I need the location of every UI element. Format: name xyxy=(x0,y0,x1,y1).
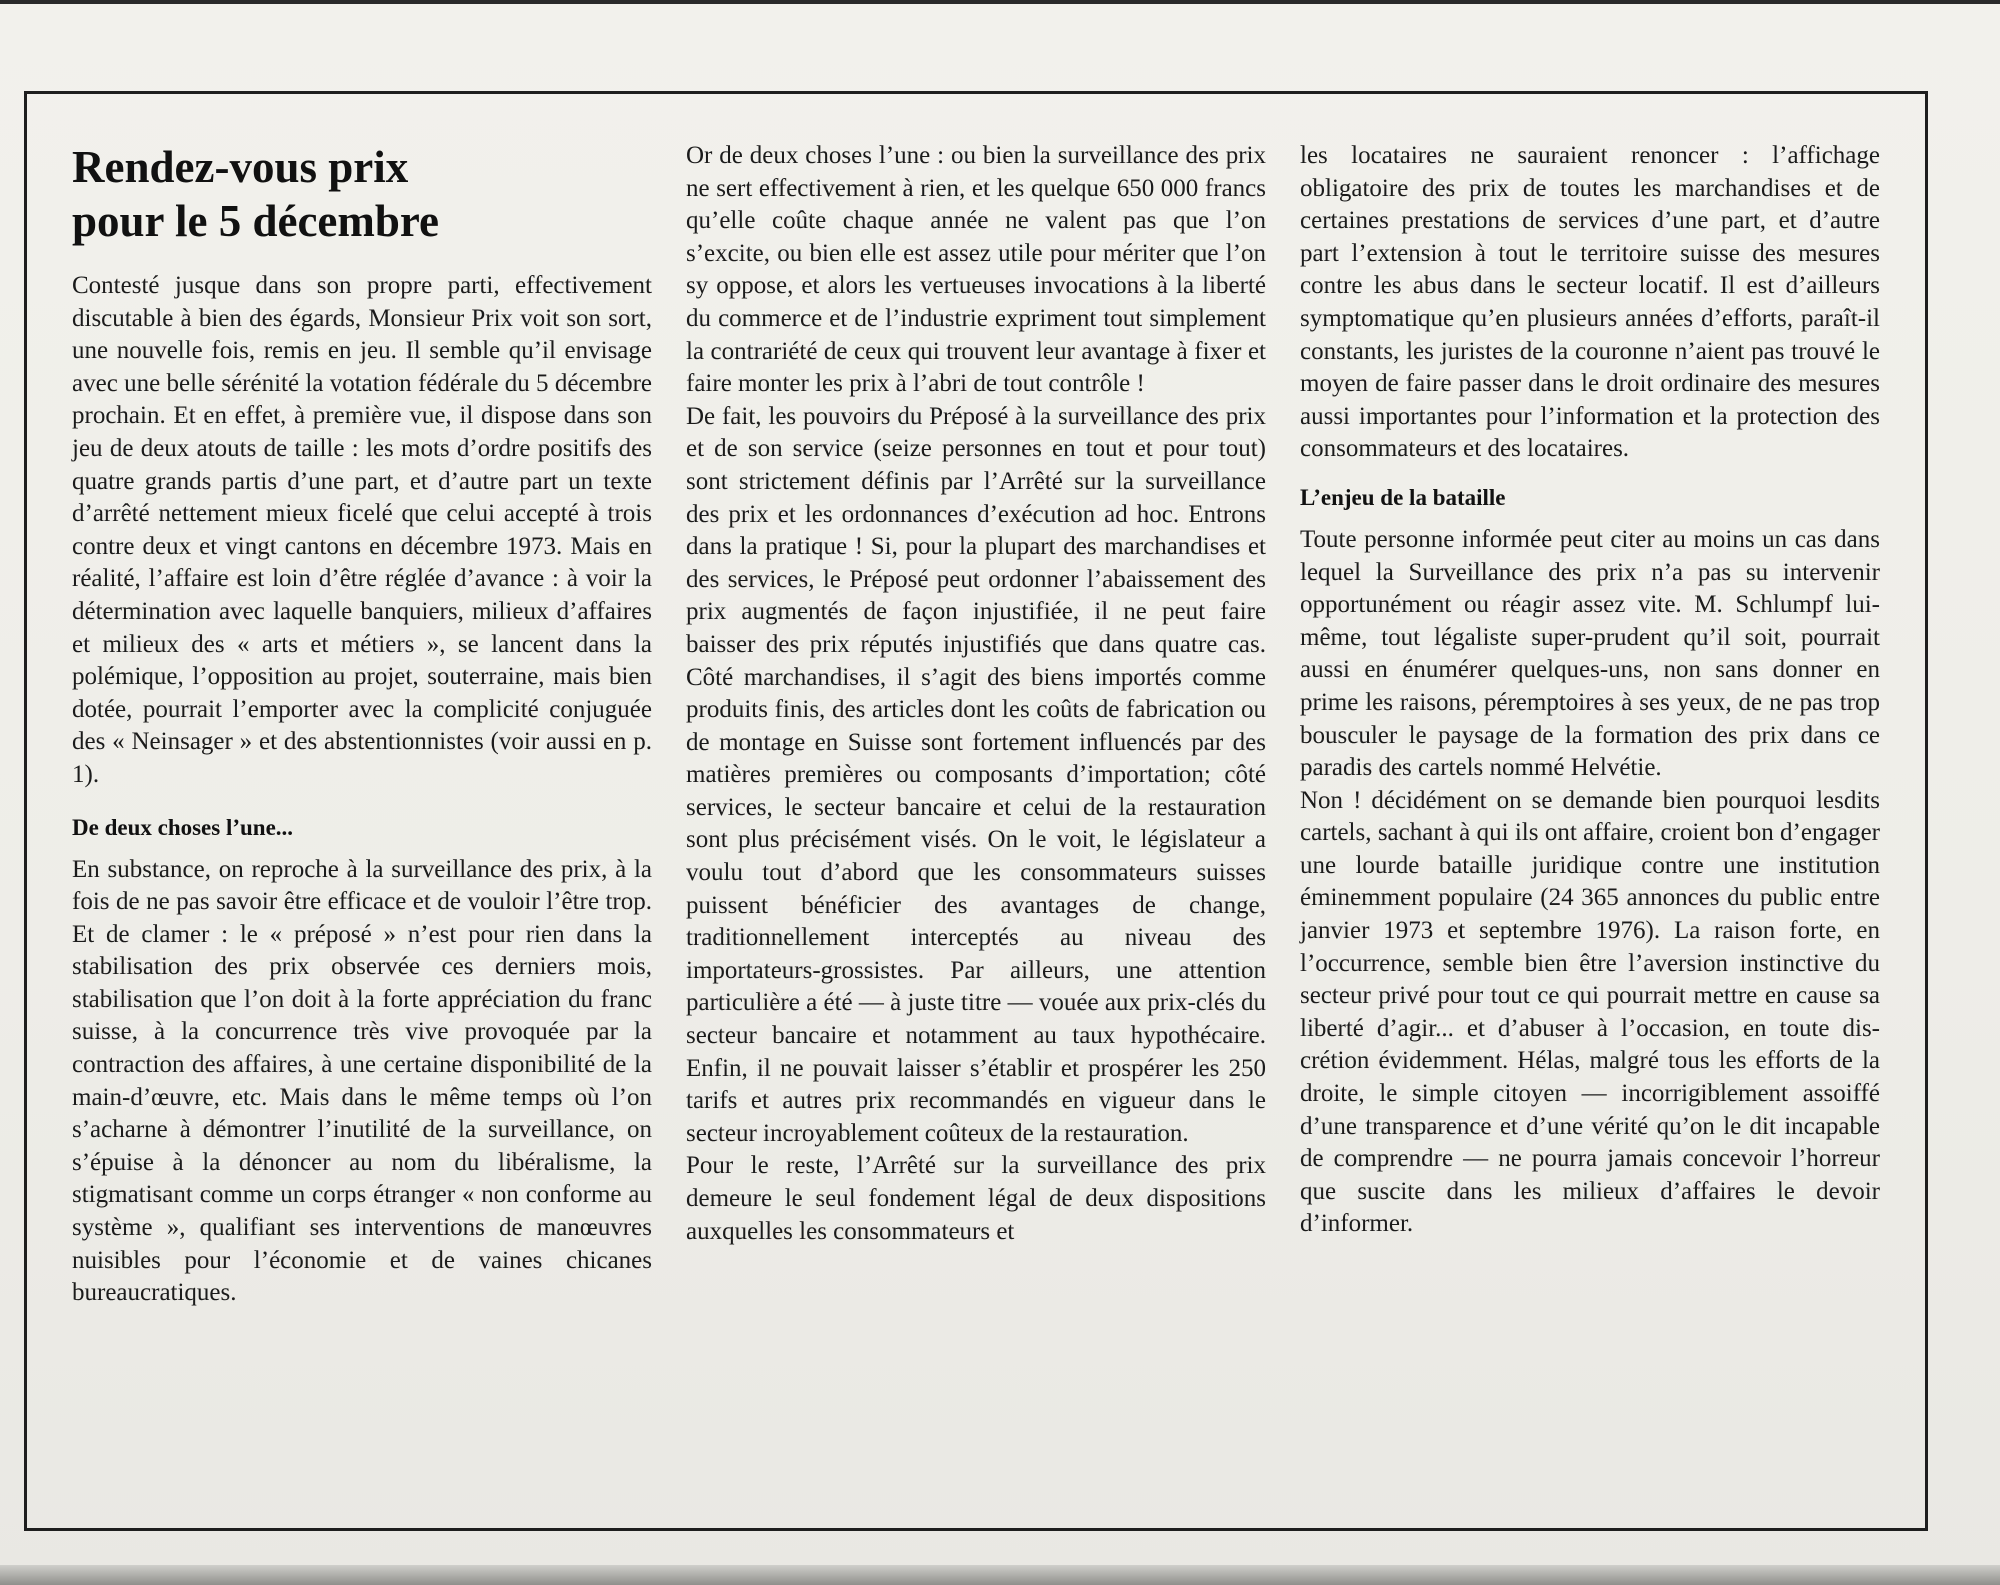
col2-paragraph-2: De fait, les pouvoirs du Préposé à la surveillance des prix et de son service (seize personnes en tout et pour tout) sont strictement définis par l’Arrêté sur la surveillance des prix et les ordonnances d’exécution ad hoc. Entrons dans la pratique ! Si, pour la plupart des marchandises et des services, le Préposé peut ordonner l’abaissement des prix augmentés de façon injustifiée, il ne peut faire baisser des prix réputés injustifiés que dans quatre cas. Côté marchandises, il s’agit des biens importés comme produits finis, des articles dont les coûts de fabrication ou de montage en Suisse sont fortement influencés par des matières premières ou composants d’importation; côté services, le secteur bancaire et celui de la restauration sont plus précisément visés. On le voit, le législateur a voulu tout d’abord que les consommateurs suisses puissent bénéficier des avantages de change, traditionnellement interceptés au niveau des importateurs-grossistes. Par ailleurs, une attention particulière a été — à juste titre — vouée aux prix-clés du secteur bancaire et notamment au taux hypothécaire. Enfin, il ne pouvait laisser s’établir et prospérer les 250 tarifs et autres prix recommandés en vigueur dans le secteur incroyablement coûteux de la restauration. xyxy=(686,402,1266,1147)
col3-paragraph-3: Non ! décidément on se demande bien pourquoi lesdits cartels, sachant à qui ils ont affaire, croient bon d’engager une lourde bataille juridique contre une institution éminemment populaire (24 365 annonces du public entre janvier 1973 et septembre 1976). La raison forte, en l’occurrence, semble bien être l’aversion instinctive du secteur privé pour tout ce qui pourrait mettre en cause sa liberté d’agir... et d’abuser à l’occasion, en toute discrétion évidemment. Hélas, malgré tous les efforts de la droite, le simple citoyen — incorrigiblement assoiffé d’une transparence et d’une vérité qu’on le dit incapable de comprendre — ne pourra jamais concevoir l’horreur que suscite dans les milieux d’affaires le devoir d’informer. xyxy=(1300,786,1880,1238)
article-title-line-2: pour le 5 décembre xyxy=(72,196,440,246)
scan-bottom-edge xyxy=(0,1565,2000,1585)
col2-paragraph-1: Or de deux choses l’une : ou bien la surveillance des prix ne sert effectivement à rien, et les quelque 650 000 francs qu’elle coûte chaque année ne valent pas que l’on s’excite, ou bien elle est assez utile pour mériter que l’on sy oppose, et alors les vertueuses invocations à la liberté du commerce et de l’industrie expriment tout simplement la contrariété de ceux qui trouvent leur avantage à fixer et faire monter les prix à l’abri de tout contrôle ! xyxy=(686,142,1266,398)
article-column-3 xyxy=(1300,140,1880,1241)
col3-paragraph-2: Toute personne informée peut citer au moins un cas dans lequel la Surveillance des prix n’a pas su intervenir opportunément ou réagir assez vite. M. Schlumpf lui-même, tout légaliste super-prudent qu’il soit, pourrait aussi en énumérer quelques-uns, non sans donner en prime les raisons, péremptoires à ses yeux, de ne pas trop bousculer le paysage de la formation des prix dans ce paradis des cartels nommé Helvétie. xyxy=(1300,525,1880,782)
intro-paragraph: Contesté jusque dans son propre parti, effectivement discutable à bien des égards, Monsieur Prix voit son sort, une nouvelle fois, remis en jeu. Il semble qu’il envisage avec une belle sérénité la votation fédérale du 5 décembre prochain. Et en effet, à première vue, il dispose dans son jeu de deux atouts de taille : les mots d’ordre positifs des quatre grands partis d’une part, et d’autre part un texte d’arrêté nettement mieux ficelé que celui accepté à trois contre deux et vingt cantons en décembre 1973. Mais en réalité, l’affaire est loin d’être réglée d’avance : à voir la détermination avec laquelle banquiers, milieux d’affaires et milieux des « arts et métiers », se lancent dans la polémique, l’opposition au projet, souterraine, mais bien dotée, pourrait l’emporter avec la complicité conjuguée des « Neinsager » et des abstentionnistes (voir aussi en p. 1). xyxy=(72,272,652,788)
article-column-2 xyxy=(686,140,1266,1248)
col3-paragraph-1: les locataires ne sauraient renoncer : l’affichage obligatoire des prix de toutes les marchandises et de certaines prestations de services d’une part, et d’autre part l’extension à tout le territoire suisse des mesures contre les abus dans le secteur locatif. Il est d’ailleurs symptomatique qu’en plusieurs années d’efforts, paraît-il constants, les juristes de la couronne n’aient pas trouvé le moyen de faire passer dans le droit ordinaire des mesures aussi importantes pour l’information et la protection des consommateurs et des locataires. xyxy=(1300,142,1880,463)
subhead-enjeu-bataille: L’enjeu de la bataille xyxy=(1300,484,1506,510)
col1-body-paragraph: En substance, on reproche à la surveillance des prix, à la fois de ne pas savoir être efficace et de vouloir l’être trop. Et de clamer : le « préposé » n’est pour rien dans la stabilisation des prix observée ces derniers mois, stabilisation que l’on doit à la forte appréciation du franc suisse, à la concurrence très vive provoquée par la contraction des affaires, à une certaine disponibilité de la main-d’œuvre, etc. Mais dans le même temps où l’on s’acharne à démontrer l’inutilité de la surveillance, on s’épuise à la dénoncer au nom du libéralisme, la stigmatisant comme un corps étranger « non conforme au système », qualifiant ses interventions de manœuvres nuisibles pour l’économie et de vaines chicanes bureaucratiques. xyxy=(72,855,652,1307)
col2-paragraph-3: Pour le reste, l’Arrêté sur la surveillance des prix demeure le seul fondement légal de deux dispositions auxquelles les consommateurs et xyxy=(686,1152,1266,1245)
subhead-deux-choses: De deux choses l’une... xyxy=(72,814,294,840)
article-column-1 xyxy=(72,140,652,1310)
article-title-line-1: Rendez-vous prix xyxy=(72,142,409,192)
scan-top-edge xyxy=(0,0,2000,4)
article-title xyxy=(72,140,652,248)
